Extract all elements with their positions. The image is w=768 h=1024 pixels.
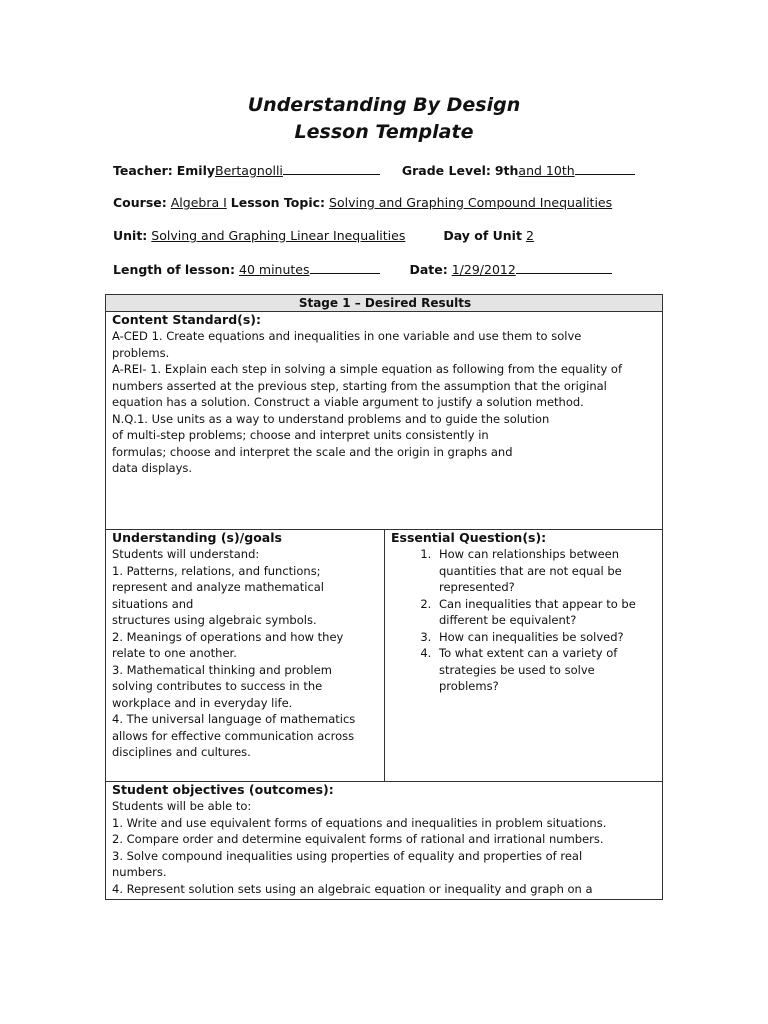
content-standards-cell: [106, 312, 663, 530]
content-standards-title: Content Standard(s):: [112, 312, 262, 327]
length-value: 40 minutes: [239, 262, 310, 277]
objective-line: 2. Compare order and determine equivalent forms of rational and irrational numbers.: [112, 832, 604, 846]
content-line: A-REI- 1. Explain each step in solving a simple equation as following from the equality of: [112, 362, 622, 376]
content-line: N.Q.1. Use units as a way to understand problems and to guide the solution: [112, 411, 550, 426]
objective-line: 3. Solve compound inequalities using properties of equality and properties of real: [112, 848, 583, 863]
understanding-line: workplace and in everyday life.: [112, 695, 293, 710]
grade-label: Grade Level:: [401, 163, 491, 178]
grade-value-2: and 10th: [518, 163, 575, 178]
teacher-grade-line: [113, 162, 635, 179]
course-label: Course:: [113, 195, 167, 210]
content-standards-text: [112, 328, 658, 477]
day-label: Day of Unit: [443, 228, 522, 243]
teacher-label: Teacher:: [113, 163, 173, 178]
essential-question: 1. How can relationships between quantities that are not equal be represented?: [435, 546, 658, 596]
unit-value: Solving and Graphing Linear Inequalities: [151, 228, 406, 243]
understanding-line: situations and: [112, 596, 194, 611]
stage-1-heading: Stage 1 – Desired Results: [106, 295, 663, 312]
essential-questions-title: Essential Question(s):: [391, 530, 547, 545]
objective-line: 1. Write and use equivalent forms of equations and inequalities in problem situations.: [112, 815, 607, 830]
date-value: 1/29/2012: [451, 262, 516, 277]
length-date-line: [113, 261, 612, 278]
grade-value: 9th: [494, 163, 519, 178]
content-line: data displays.: [112, 461, 193, 475]
unit-day-line: [113, 228, 534, 244]
teacher-blank: [283, 162, 380, 175]
student-objectives-cell: [106, 782, 663, 900]
objective-line: numbers.: [112, 865, 167, 879]
understanding-line: allows for effective communication across: [112, 728, 355, 743]
content-line: formulas; choose and interpret the scale and the origin in graphs and: [112, 444, 513, 459]
topic-value: Solving and Graphing Compound Inequalities: [329, 195, 613, 210]
content-line: of multi-step problems; choose and interpret units consistently in: [112, 428, 489, 442]
objective-line: 4. Represent solution sets using an algebraic equation or inequality and graph on a: [112, 881, 593, 896]
content-line: A-CED 1. Create equations and inequalities in one variable and use them to solve: [112, 329, 582, 343]
teacher-last-name: Bertagnolli: [215, 163, 283, 178]
objective-line: Students will be able to:: [112, 799, 252, 813]
document-title: Understanding By Design: [247, 94, 521, 116]
topic-label: Lesson Topic:: [230, 195, 326, 210]
essential-question: 2. Can inequalities that appear to be different be equivalent?: [435, 596, 658, 629]
desired-results-table: [105, 294, 663, 900]
content-line: equation has a solution. Construct a viable argument to justify a solution method.: [112, 395, 584, 409]
understanding-goals-cell: [106, 530, 385, 782]
course-topic-line: [113, 195, 612, 211]
course-value: Algebra I: [170, 195, 227, 210]
essential-questions-list: [391, 546, 658, 695]
understanding-line: structures using algebraic symbols.: [112, 613, 317, 627]
understanding-line: represent and analyze mathematical: [112, 580, 325, 594]
teacher-first-name: Emily: [176, 163, 215, 178]
document-subtitle: Lesson Template: [294, 121, 474, 143]
understanding-line: relate to one another.: [112, 646, 237, 660]
student-objectives-title: Student objectives (outcomes):: [112, 782, 334, 797]
date-blank: [516, 261, 612, 274]
understanding-line: 3. Mathematical thinking and problem: [112, 662, 332, 677]
essential-question: 3. How can inequalities be solved?: [435, 629, 658, 646]
grade-blank: [575, 162, 635, 175]
date-label: Date:: [409, 262, 448, 277]
understanding-goals-title: Understanding (s)/goals: [112, 530, 282, 545]
understanding-line: 4. The universal language of mathematics: [112, 712, 356, 726]
essential-question: 4. To what extent can a variety of strategies be used to solve problems?: [435, 645, 658, 695]
unit-label: Unit:: [113, 228, 148, 243]
content-line: numbers asserted at the previous step, starting from the assumption that the original: [112, 378, 607, 393]
length-label: Length of lesson:: [113, 262, 236, 277]
understanding-line: 2. Meanings of operations and how they: [112, 629, 344, 644]
understanding-line: Students will understand:: [112, 547, 260, 561]
understanding-line: disciplines and cultures.: [112, 745, 251, 759]
essential-questions-cell: [385, 530, 663, 782]
day-value: 2: [525, 228, 534, 243]
length-blank: [310, 261, 380, 274]
understanding-line: solving contributes to success in the: [112, 679, 323, 693]
understanding-line: 1. Patterns, relations, and functions;: [112, 563, 321, 578]
content-line: problems.: [112, 345, 170, 360]
